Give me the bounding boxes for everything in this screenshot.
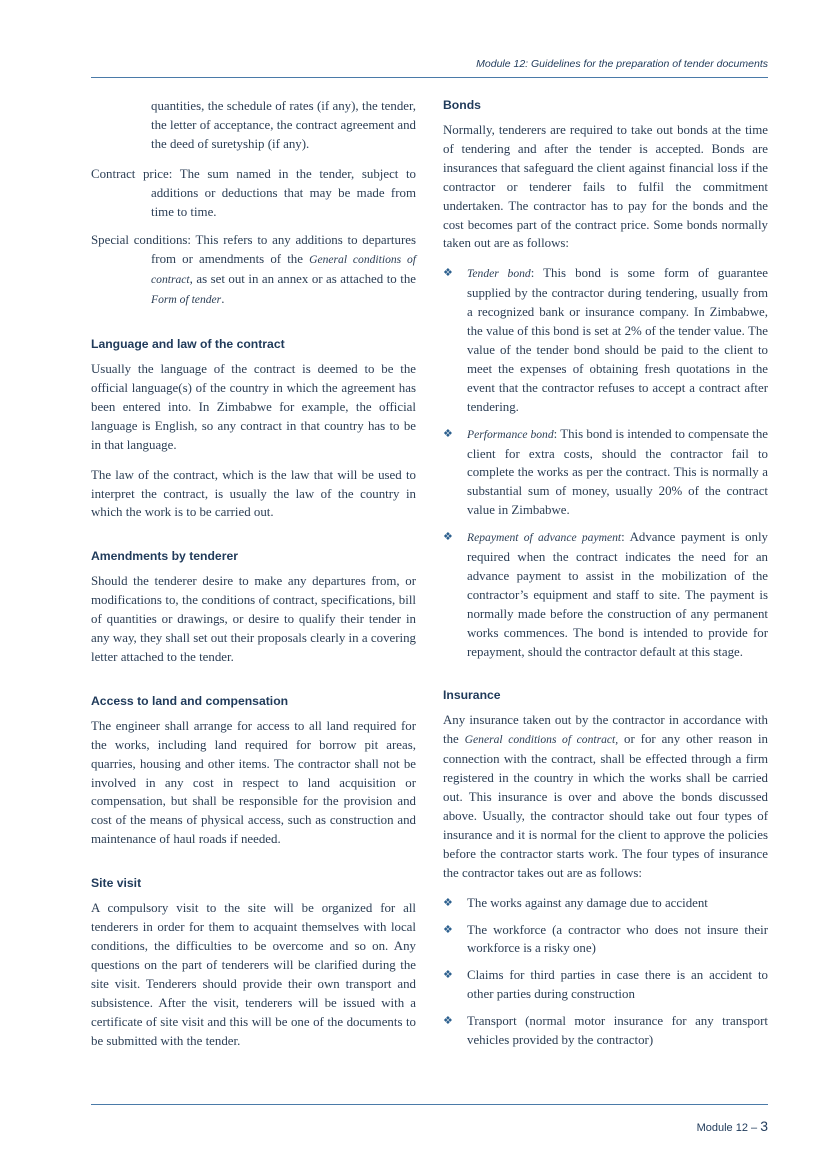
heading-site-visit: Site visit xyxy=(91,876,142,891)
paragraph-language-1: Usually the language of the contract is deemed to be the official language(s) of the country in which the agreement has been entered into. In Zimbabwe for example, the official language is English, so any contract in that country has to be in that language. xyxy=(91,362,416,452)
form-of-tender-ref: Form of tender xyxy=(151,293,222,307)
definition-contract-price: Contract price: The sum named in the tender, subject to additions or deductions that may be made from time to time. xyxy=(91,166,416,219)
list-item: ❖ Performance bond: This bond is intended to compensate the client for extra costs, should the contractor fail to complete the works as per the contract. This is normally a substantial sum of money, usually 20% of the contract value in Zimbabwe. xyxy=(443,426,768,518)
diamond-bullet-icon: ❖ xyxy=(443,969,453,982)
paragraph-insurance: Any insurance taken out by the contractor in accordance with the General conditions of contract, or for any other reason in connection with the contract, shall be effected through a firm registered in the country in which the works shall be carried out. This insurance is over and above the bonds discussed above. Usually, the contractor should take out four types of insurance and it is normal for the client to approve the policies before the contractor starts work. The four types of insurance the contractor takes out are as follows: xyxy=(443,713,769,880)
paragraph-site-visit: A compulsory visit to the site will be organized for all tenderers in order for them to acquaint themselves with local conditions, the difficulties to be overcome and so on. Any questions on the part of tenderers will be clarified during the site visit. Tenderers should provide their own transport and subsistence. After the visit, tenderers will be issued with a certificate of site visit and this will be one of the documents to be submitted with the tender. xyxy=(91,901,416,1048)
list-item: ❖ Tender bond: This bond is some form of guarantee supplied by the contractor during tendering, usually from a recognized bank or insurance company. In Zimbabwe, the value of this bond is set at 2% of the tender value. The value of the tender bond should be paid to the client to meet the expenses of obtaining fresh quotations in the event that the contractor refuses to accept a contract after tendering. xyxy=(443,266,768,414)
heading-access: Access to land and compensation xyxy=(91,693,289,708)
diamond-bullet-icon: ❖ xyxy=(443,531,453,544)
list-item: ❖ Claims for third parties in case there is an accident to other parties during construction xyxy=(443,968,768,1002)
definition-special-conditions: Special conditions: This refers to any additions to departures from or amendments of the General conditions of contract, as set out in an annex or as attached to the Form of tender. xyxy=(91,233,416,307)
list-item: ❖ Repayment of advance payment: Advance payment is only required when the contract indicates the need for an advance payment to assist in the mobilization of the contractor’s equipment and staff to site. The payment is normally made before the construction of any permanent works commences. The bond is intended to provide for repayment, should the contractor default at this stage. xyxy=(443,530,768,659)
paragraph-amendments: Should the tenderer desire to make any departures from, or modifications to, the conditions of contract, specifications, bill of quantities or drawings, or desire to qualify their tender in any way, they shall set out their proposals clearly in a covering letter attached to the tender. xyxy=(91,574,416,664)
diamond-bullet-icon: ❖ xyxy=(443,1015,453,1028)
heading-bonds: Bonds xyxy=(443,98,481,112)
page-footer xyxy=(697,1118,768,1134)
paragraph-access: The engineer shall arrange for access to all land required for the works, including land required for borrow pit areas, quarries, housing and other items. The contractor shall not be involved in any cost in respect to land acquisition or compensation, but shall be responsible for the provision and cost of the means of physical access, such as construction and maintenance of haul roads if needed. xyxy=(91,718,416,847)
header-rule xyxy=(91,77,768,78)
bonds-list xyxy=(443,264,768,661)
right-column xyxy=(443,97,768,1058)
list-item: ❖ Transport (normal motor insurance for any transport vehicles provided by the contractor) xyxy=(443,1014,768,1048)
heading-amendments: Amendments by tenderer xyxy=(91,549,238,564)
list-item: ❖ The works against any damage due to accident xyxy=(443,894,768,913)
general-conditions-ref: General conditions of contract xyxy=(151,253,416,287)
heading-insurance: Insurance xyxy=(443,688,501,703)
definition-continuation: quantities, the schedule of rates (if any), the tender, the letter of acceptance, the contract agreement and the deed of suretyship (if any). xyxy=(151,99,416,151)
list-item: ❖ The workforce (a contractor who does not insure their workforce is a risky one) xyxy=(443,922,768,956)
general-conditions-ref: General conditions of contract, xyxy=(464,733,619,747)
running-header: Module 12: Guidelines for the preparation of tender documents xyxy=(476,58,768,70)
insurance-list xyxy=(443,894,768,1050)
diamond-bullet-icon: ❖ xyxy=(443,923,453,936)
diamond-bullet-icon: ❖ xyxy=(443,896,453,909)
paragraph-language-2: The law of the contract, which is the law that will be used to interpret the contract, is usually the law of the country in which the work is to be carried out. xyxy=(91,467,416,520)
page-number: 3 xyxy=(760,1118,768,1134)
footer-module-label: Module 12 – xyxy=(696,1122,758,1134)
footer-rule xyxy=(91,1104,768,1105)
diamond-bullet-icon: ❖ xyxy=(443,267,453,280)
paragraph-bonds: Normally, tenderers are required to take out bonds at the time of tendering and after the tender is accepted. Bonds are insurances that safeguard the client against financial loss if the contractor or tenderer fails to fulfil the commitment undertaken. The contractor has to pay for the bonds and the cost becomes part of the contract price. Some bonds normally taken out are as follows: xyxy=(443,123,768,251)
left-column xyxy=(91,97,416,1061)
heading-language: Language and law of the contract xyxy=(91,337,285,352)
diamond-bullet-icon: ❖ xyxy=(443,427,453,440)
